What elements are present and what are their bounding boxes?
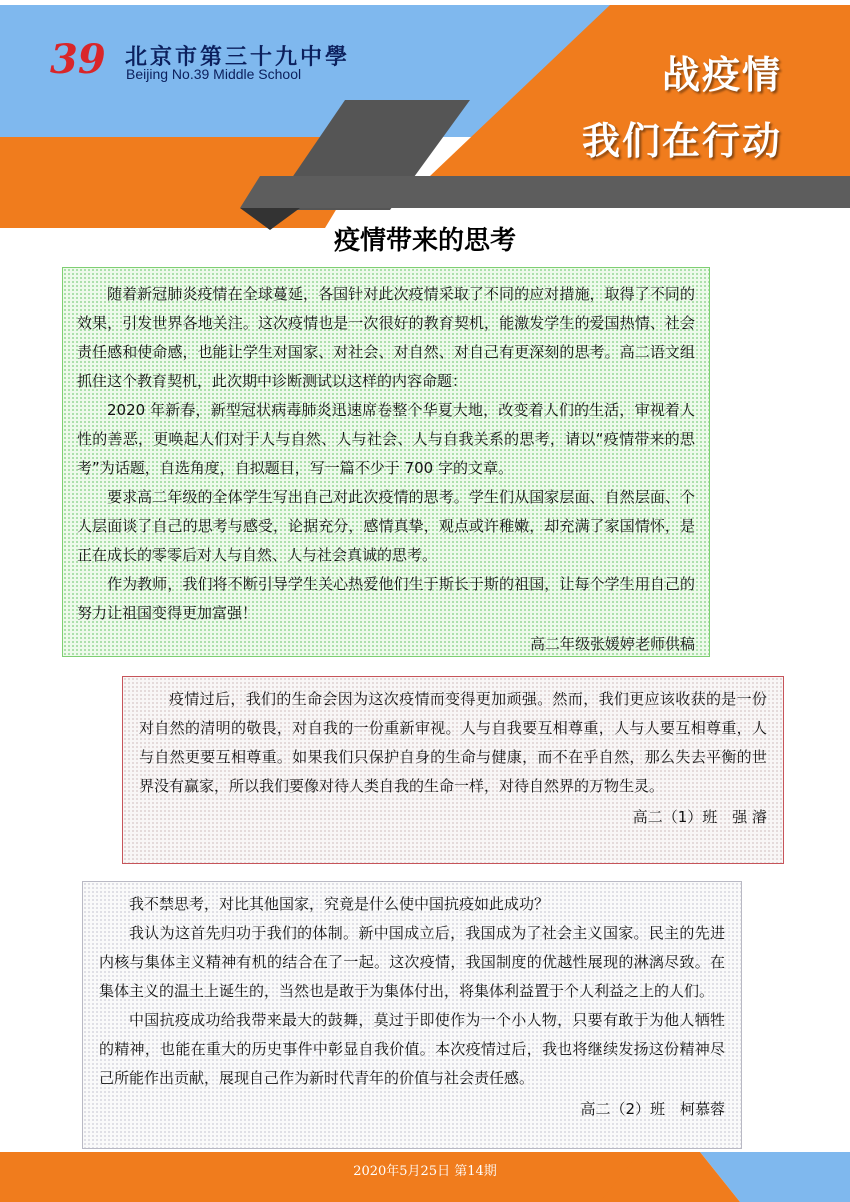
article2-paragraph: 疫情过后，我们的生命会因为这次疫情而变得更加顽强。然而，我们更应该收获的是一份对自然的清明的敬畏，对自我的一份重新审视。人与自我要互相尊重，人与人要互相尊重，人与自然更要互相尊重。如果我们只保护自身的生命与健康，而不在乎自然，那么失去平衡的世界没有赢家，所以我们要像对待人类自我的生命一样，对待自然界的万物生灵。 [139,690,767,795]
slogan-line-1: 战疫情 [661,53,782,97]
page-title: 疫情带来的思考 [333,226,516,256]
school-name-en: Beijing No.39 Middle School [126,66,302,82]
school-logo-icon: 39 [50,36,106,83]
article-box-class2 [82,881,742,1149]
article3-signature: 高二（2）班 柯慕蓉 [580,1100,725,1118]
banner-gray-stripe [240,176,850,208]
article1-paragraph: 作为教师，我们将不断引导学生关心热爱他们生于斯长于斯的祖国，让每个学生用自己的努力让祖国变得更加富强！ [77,575,695,622]
issue-date: 2020年5月25日 第14期 [353,1164,497,1179]
article3-paragraph: 我不禁思考，对比其他国家，究竟是什么使中国抗疫如此成功？ [129,895,550,913]
slogan-line-2: 我们在行动 [581,119,782,163]
article-box-teacher [62,267,710,657]
article1-signature: 高二年级张媛婷老师供稿 [529,635,695,653]
article1-paragraph: 2020 年新春，新型冠状病毒肺炎迅速席卷整个华夏大地，改变着人们的生活，审视着人性的善恶，更唤起人们对于人与自然、人与社会、人与自我关系的思考，请以“疫情带来的思考”为话题，自选角度，自拟题目，写一篇不少于 700 字的文章。 [77,401,695,477]
article-box-class1 [122,676,784,864]
article3-paragraph: 中国抗疫成功给我带来最大的鼓舞，莫过于即使作为一个小人物，只要有敢于为他人牺牲的精神，也能在重大的历史事件中彰显自我价值。本次疫情过后，我也将继续发扬这份精神尽己所能作出贡献，展现自己作为新时代青年的价值与社会责任感。 [99,1011,725,1087]
article3-paragraph: 我认为这首先归功于我们的体制。新中国成立后，我国成为了社会主义国家。民主的先进内核与集体主义精神有机的结合在了一起。这次疫情，我国制度的优越性展现的淋漓尽致。在集体主义的温土上诞生的，当然也是敢于为集体付出，将集体利益置于个人利益之上的人们。 [99,924,725,1000]
article1-paragraph: 随着新冠肺炎疫情在全球蔓延，各国针对此次疫情采取了不同的应对措施，取得了不同的效果，引发世界各地关注。这次疫情也是一次很好的教育契机，能激发学生的爱国热情、社会责任感和使命感，也能让学生对国家、对社会、对自然、对自己有更深刻的思考。高二语文组抓住这个教育契机，此次期中诊断测试以这样的内容命题： [77,285,695,390]
article1-paragraph: 要求高二年级的全体学生写出自己对此次疫情的思考。学生们从国家层面、自然层面、个人层面谈了自己的思考与感受，论据充分，感情真挚，观点或许稚嫩，却充满了家国情怀，是正在成长的零零后对人与自然、人与社会真诚的思考。 [77,488,695,564]
school-name-cn: 北京市第三十九中學 [125,44,351,70]
article2-signature: 高二（1）班 强 濬 [632,808,767,826]
